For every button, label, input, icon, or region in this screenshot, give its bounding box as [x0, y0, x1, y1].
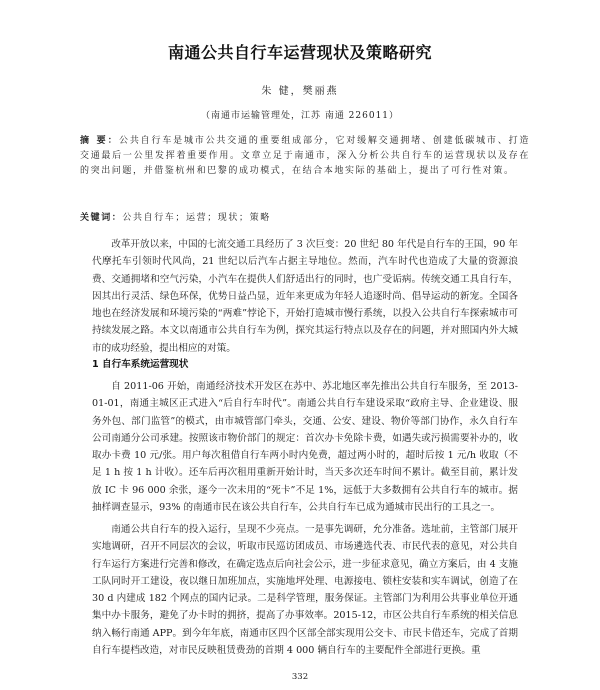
paper-authors: 朱 健，樊丽燕	[261, 86, 339, 97]
body-paragraph-3	[92, 521, 518, 659]
abstract-label: 摘 要：	[80, 136, 120, 146]
body-paragraph-1	[92, 236, 518, 357]
keywords-block	[80, 210, 530, 223]
keywords-text: 公共自行车；运营；现状；策略	[122, 213, 271, 223]
paper-affiliation: （南通市运输管理处，江苏 南通 226011）	[200, 111, 400, 121]
body-paragraph-2	[92, 378, 518, 516]
abstract-text: 公共自行车是城市公共交通的重要组成部分，它对缓解交通拥堵、创建低碳城市、打造交通最后一公里发挥着重要作用。文章立足于南通市，深入分析公共自行车的运营现状以及存在的突出问题，并借鉴杭州和巴黎的成功模式，在结合本地实际的基础上，提出了可行性对策。	[80, 136, 530, 176]
page-number: 332	[291, 672, 309, 682]
paragraph-text: 改革开放以来，中国的七流交通工具经历了 3 次巨变：20 世纪 80 年代是自行车的王国，90 年代摩托车引领时代风尚，21 世纪以后汽车占据主导地位。然而，汽车时代也造成了大量的资源浪费、交通拥堵和空气污染，小汽车在提供人们舒适出行的同时，也广受诟病。传统交通工具自行车，因其出行灵活、绿色环保，优势日益凸显，近年来更成为年轻人追逐时尚、倡导运动的新宠。全国各地也在经济发展和环境污染的“两难”悖论下，开始打造城市慢行系统，以投入公共自行车探索城市可持续发展之路。本文以南通市公共自行车为例，探究其运行特点以及存在的问题，并对照国内外大城市的成功经验，提出相应的对策。	[92, 239, 518, 354]
section-heading: 1 自行车系统运营现状	[92, 359, 189, 370]
paper-title: 南通公共自行车运营现状及策略研究	[167, 43, 432, 62]
paragraph-text: 自 2011-06 开始，南通经济技术开发区在苏中、苏北地区率先推出公共自行车服务，至 2013-01-01，南通主城区正式进入“后自行车时代”。南通公共自行车建设采取“政府主导、企业建设、服务外包、部门监管”的模式，由市城管部门牵头，交通、公安、建设、物价等部门协作，永久自行车公司南通分公司承建。按照该市物价部门的规定：首次办卡免除卡费，如遇失或污损需要补办的，收取办卡费 10 元/张。用户每次租借自行车两小时内免费，超过两小时的，超时后按 1 元/h 收取（不足 1 h 按 1 h 计收）。还车后再次租用重新开始计时，当天多次还车时间不累计。截至目前，累计发放 IC 卡 96 000 余张，逐今一次未用的“死卡”不足 1%，远低于大多数拥有公共自行车的城市。据抽样调查显示，93% 的南通市民在该公共自行车，公共自行车已成为通城市民出行的工具之一。	[92, 381, 518, 514]
keywords-label: 关键词：	[80, 213, 123, 223]
abstract-block	[80, 134, 530, 179]
paragraph-text: 南通公共自行车的投入运行，呈现不少亮点。一是事先调研，允分准备。选址前，主管部门展开实地调研，召开不同层次的会议，听取市民巡访团成员、市场遴选代表、市民代表的意见，对公共自行车运行方案进行完善和修改，在确定选点后向社会公示，进一步征求意见，确立方案后，由 4 支施工队同时开工建设，夜以继日加班加点，实施地坪处理、电源接电、锁柱安装和实车调试，创造了在 30 d 内建成 182 个网点的国内记录。二是科学管理，服务保证。主管部门为利用公共事业单位开通集中办卡服务，避免了办卡时的拥挤，提高了办事效率。2015-12，市区公共自行车系统的相关信息纳入畅行南通 APP。到今年年底，南通市区四个区部全部实现用公交卡、市民卡借还车，完成了首期自行车提档改造，对市民反映租赁费劲的首期 4 000 辆自行车的主要配件全部进行更换。重	[92, 524, 518, 657]
